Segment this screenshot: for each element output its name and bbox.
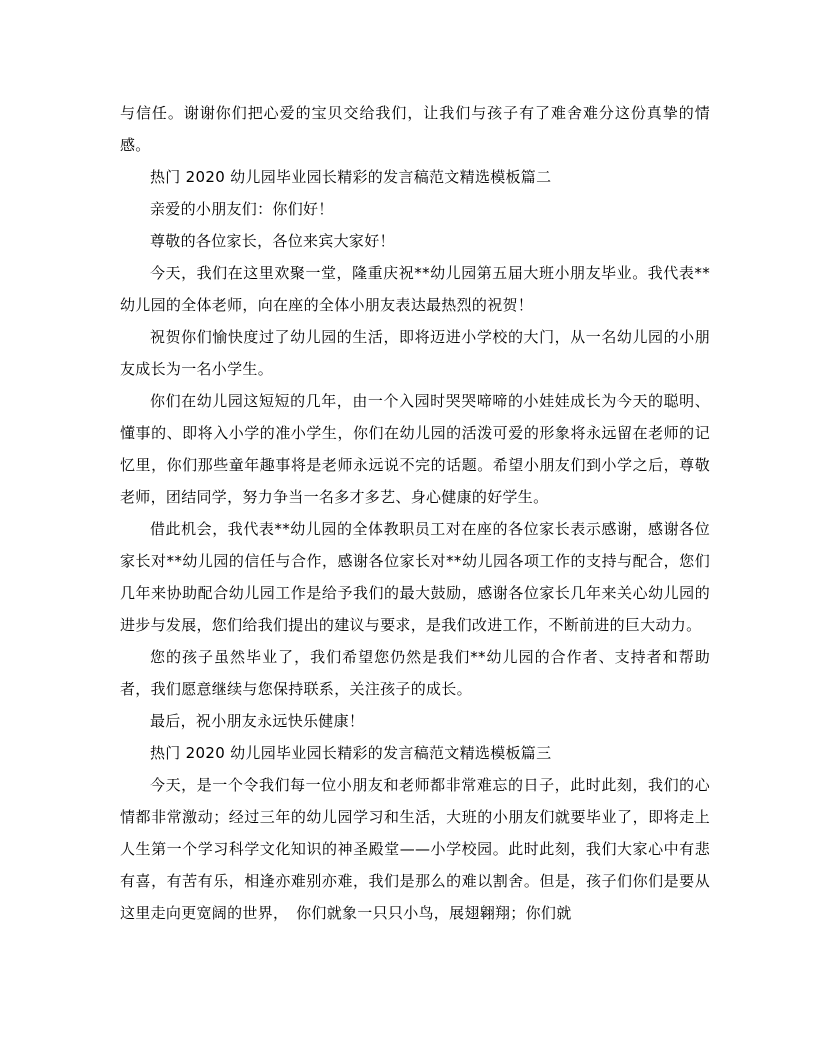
section-heading-2: 热门 2020 幼儿园毕业园长精彩的发言稿范文精选模板篇二 bbox=[150, 168, 552, 186]
greeting-parents: 尊敬的各位家长，各位来宾大家好！ bbox=[150, 232, 395, 250]
greeting-children: 亲爱的小朋友们：你们好！ bbox=[150, 200, 334, 218]
paragraph-8: 借此机会，我代表**幼儿园的全体教职员工对在座的各位家长表示感谢，感谢各位家长对**幼儿园的信任与合作，感谢各位家长对**幼儿园各项工作的支持与配合，您们几年来协助配合幼儿园工作是给予我们的最大鼓励，感谢各位家长几年来关心幼儿园的进步与发展，您们给我们提出的建议与要求，是我们改进工作，不断前进的巨大动力。 bbox=[120, 520, 710, 634]
paragraph-1: 与信任。谢谢你们把心爱的宝贝交给我们，让我们与孩子有了难舍难分这份真挚的情感。 bbox=[120, 104, 710, 154]
paragraph-9: 您的孩子虽然毕业了，我们希望您仍然是我们**幼儿园的合作者、支持者和帮助者，我们愿意继续与您保持联系，关注孩子的成长。 bbox=[120, 648, 710, 698]
section-heading-3: 热门 2020 幼儿园毕业园长精彩的发言稿范文精选模板篇三 bbox=[150, 744, 552, 762]
paragraph-5: 今天，我们在这里欢聚一堂，隆重庆祝**幼儿园第五届大班小朋友毕业。我代表**幼儿园的全体老师，向在座的全体小朋友表达最热烈的祝贺！ bbox=[120, 264, 710, 314]
closing-wish: 最后，祝小朋友永远快乐健康！ bbox=[150, 712, 365, 730]
paragraph-6: 祝贺你们愉快度过了幼儿园的生活，即将迈进小学校的大门，从一名幼儿园的小朋友成长为一名小学生。 bbox=[120, 328, 710, 378]
paragraph-12: 今天，是一个令我们每一位小朋友和老师都非常难忘的日子，此时此刻，我们的心情都非常激动；经过三年的幼儿园学习和生活，大班的小朋友们就要毕业了，即将走上人生第一个学习科学文化知识的神圣殿堂——小学校园。此时此刻，我们大家心中有悲有喜，有苦有乐，相逢亦难别亦难，我们是那么的难以割舍。但是，孩子们你们是要从这里走向更宽阔的世界， 你们就象一只只小鸟，展翅翱翔；你们就 bbox=[120, 776, 710, 922]
paragraph-7: 你们在幼儿园这短短的几年，由一个入园时哭哭啼啼的小娃娃成长为今天的聪明、懂事的、即将入小学的准小学生，你们在幼儿园的活泼可爱的形象将永远留在老师的记忆里，你们那些童年趣事将是老师永远说不完的话题。希望小朋友们到小学之后，尊敬老师，团结同学，努力争当一名多才多艺、身心健康的好学生。 bbox=[120, 392, 710, 506]
document-body bbox=[120, 97, 710, 929]
